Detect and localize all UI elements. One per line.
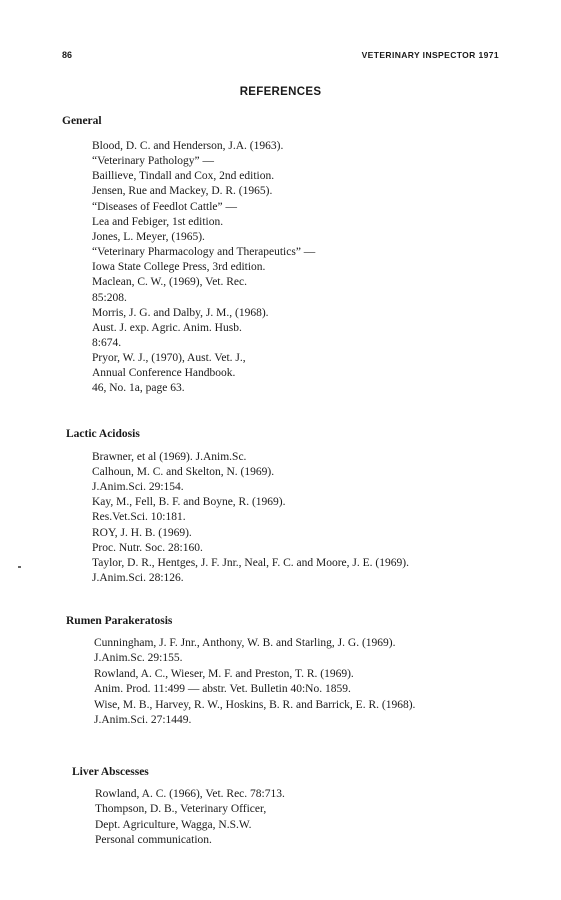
reference-line: Thompson, D. B., Veterinary Officer, bbox=[95, 803, 267, 816]
page-number: 86 bbox=[62, 50, 73, 60]
reference-line: Rowland, A. C. (1966), Vet. Rec. 78:713. bbox=[95, 788, 285, 800]
reference-line: Brawner, et al (1969). J.Anim.Sc. bbox=[92, 451, 247, 463]
reference-line: Calhoun, M. C. and Skelton, N. (1969). bbox=[92, 466, 275, 479]
section-heading: General bbox=[62, 115, 102, 127]
reference-line: J.Anim.Sci. 28:126. bbox=[92, 571, 184, 584]
reference-line: Annual Conference Handbook. bbox=[92, 367, 236, 380]
reference-line: Cunningham, J. F. Jnr., Anthony, W. B. and Starling, J. G. (1969). bbox=[94, 637, 396, 649]
reference-line: 85:208. bbox=[92, 291, 127, 304]
reference-line: Iowa State College Press, 3rd edition. bbox=[92, 261, 266, 274]
reference-line: 46, No. 1a, page 63. bbox=[92, 382, 185, 395]
reference-line: Jensen, Rue and Mackey, D. R. (1965). bbox=[92, 185, 273, 198]
margin-mark bbox=[18, 566, 21, 568]
reference-line: “Diseases of Feedlot Cattle” — bbox=[92, 200, 237, 213]
reference-line: Dept. Agriculture, Wagga, N.S.W. bbox=[95, 818, 252, 831]
reference-line: Maclean, C. W., (1969), Vet. Rec. bbox=[92, 276, 248, 289]
reference-line: Baillieve, Tindall and Cox, 2nd edition. bbox=[92, 170, 275, 183]
reference-line: Rowland, A. C., Wieser, M. F. and Preston, T. R. (1969). bbox=[94, 667, 354, 680]
page-title: REFERENCES bbox=[239, 86, 322, 98]
reference-line: 8:674. bbox=[92, 336, 122, 349]
reference-line: Personal communication. bbox=[95, 834, 212, 847]
reference-line: Anim. Prod. 11:499 — abstr. Vet. Bulletin 40:No. 1859. bbox=[94, 683, 351, 696]
reference-line: “Veterinary Pharmacology and Therapeutics” — bbox=[92, 246, 316, 259]
reference-line: ROY, J. H. B. (1969). bbox=[92, 526, 192, 539]
reference-line: Aust. J. exp. Agric. Anim. Husb. bbox=[92, 321, 242, 334]
reference-line: “Veterinary Pathology” — bbox=[92, 155, 214, 168]
reference-line: J.Anim.Sc. 29:155. bbox=[94, 652, 183, 665]
reference-line: Taylor, D. R., Hentges, J. F. Jnr., Neal, F. C. and Moore, J. E. (1969). bbox=[92, 556, 409, 569]
reference-line: Res.Vet.Sci. 10:181. bbox=[92, 511, 186, 524]
section-heading: Lactic Acidosis bbox=[66, 428, 140, 440]
reference-line: Proc. Nutr. Soc. 28:160. bbox=[92, 541, 203, 554]
reference-line: J.Anim.Sci. 29:154. bbox=[92, 481, 184, 494]
reference-line: Kay, M., Fell, B. F. and Boyne, R. (1969). bbox=[92, 496, 286, 509]
section-heading: Rumen Parakeratosis bbox=[66, 615, 173, 627]
reference-line: Jones, L. Meyer, (1965). bbox=[92, 230, 205, 243]
reference-line: J.Anim.Sci. 27:1449. bbox=[94, 714, 192, 726]
reference-line: Wise, M. B., Harvey, R. W., Hoskins, B. R. and Barrick, E. R. (1968). bbox=[94, 698, 416, 711]
reference-line: Morris, J. G. and Dalby, J. M., (1968). bbox=[92, 306, 269, 319]
running-head: VETERINARY INSPECTOR 1971 bbox=[361, 50, 499, 60]
reference-line: Lea and Febiger, 1st edition. bbox=[92, 215, 224, 228]
reference-line: Pryor, W. J., (1970), Aust. Vet. J., bbox=[92, 352, 246, 365]
section-heading: Liver Abscesses bbox=[72, 766, 149, 778]
reference-line: Blood, D. C. and Henderson, J.A. (1963). bbox=[92, 140, 284, 152]
